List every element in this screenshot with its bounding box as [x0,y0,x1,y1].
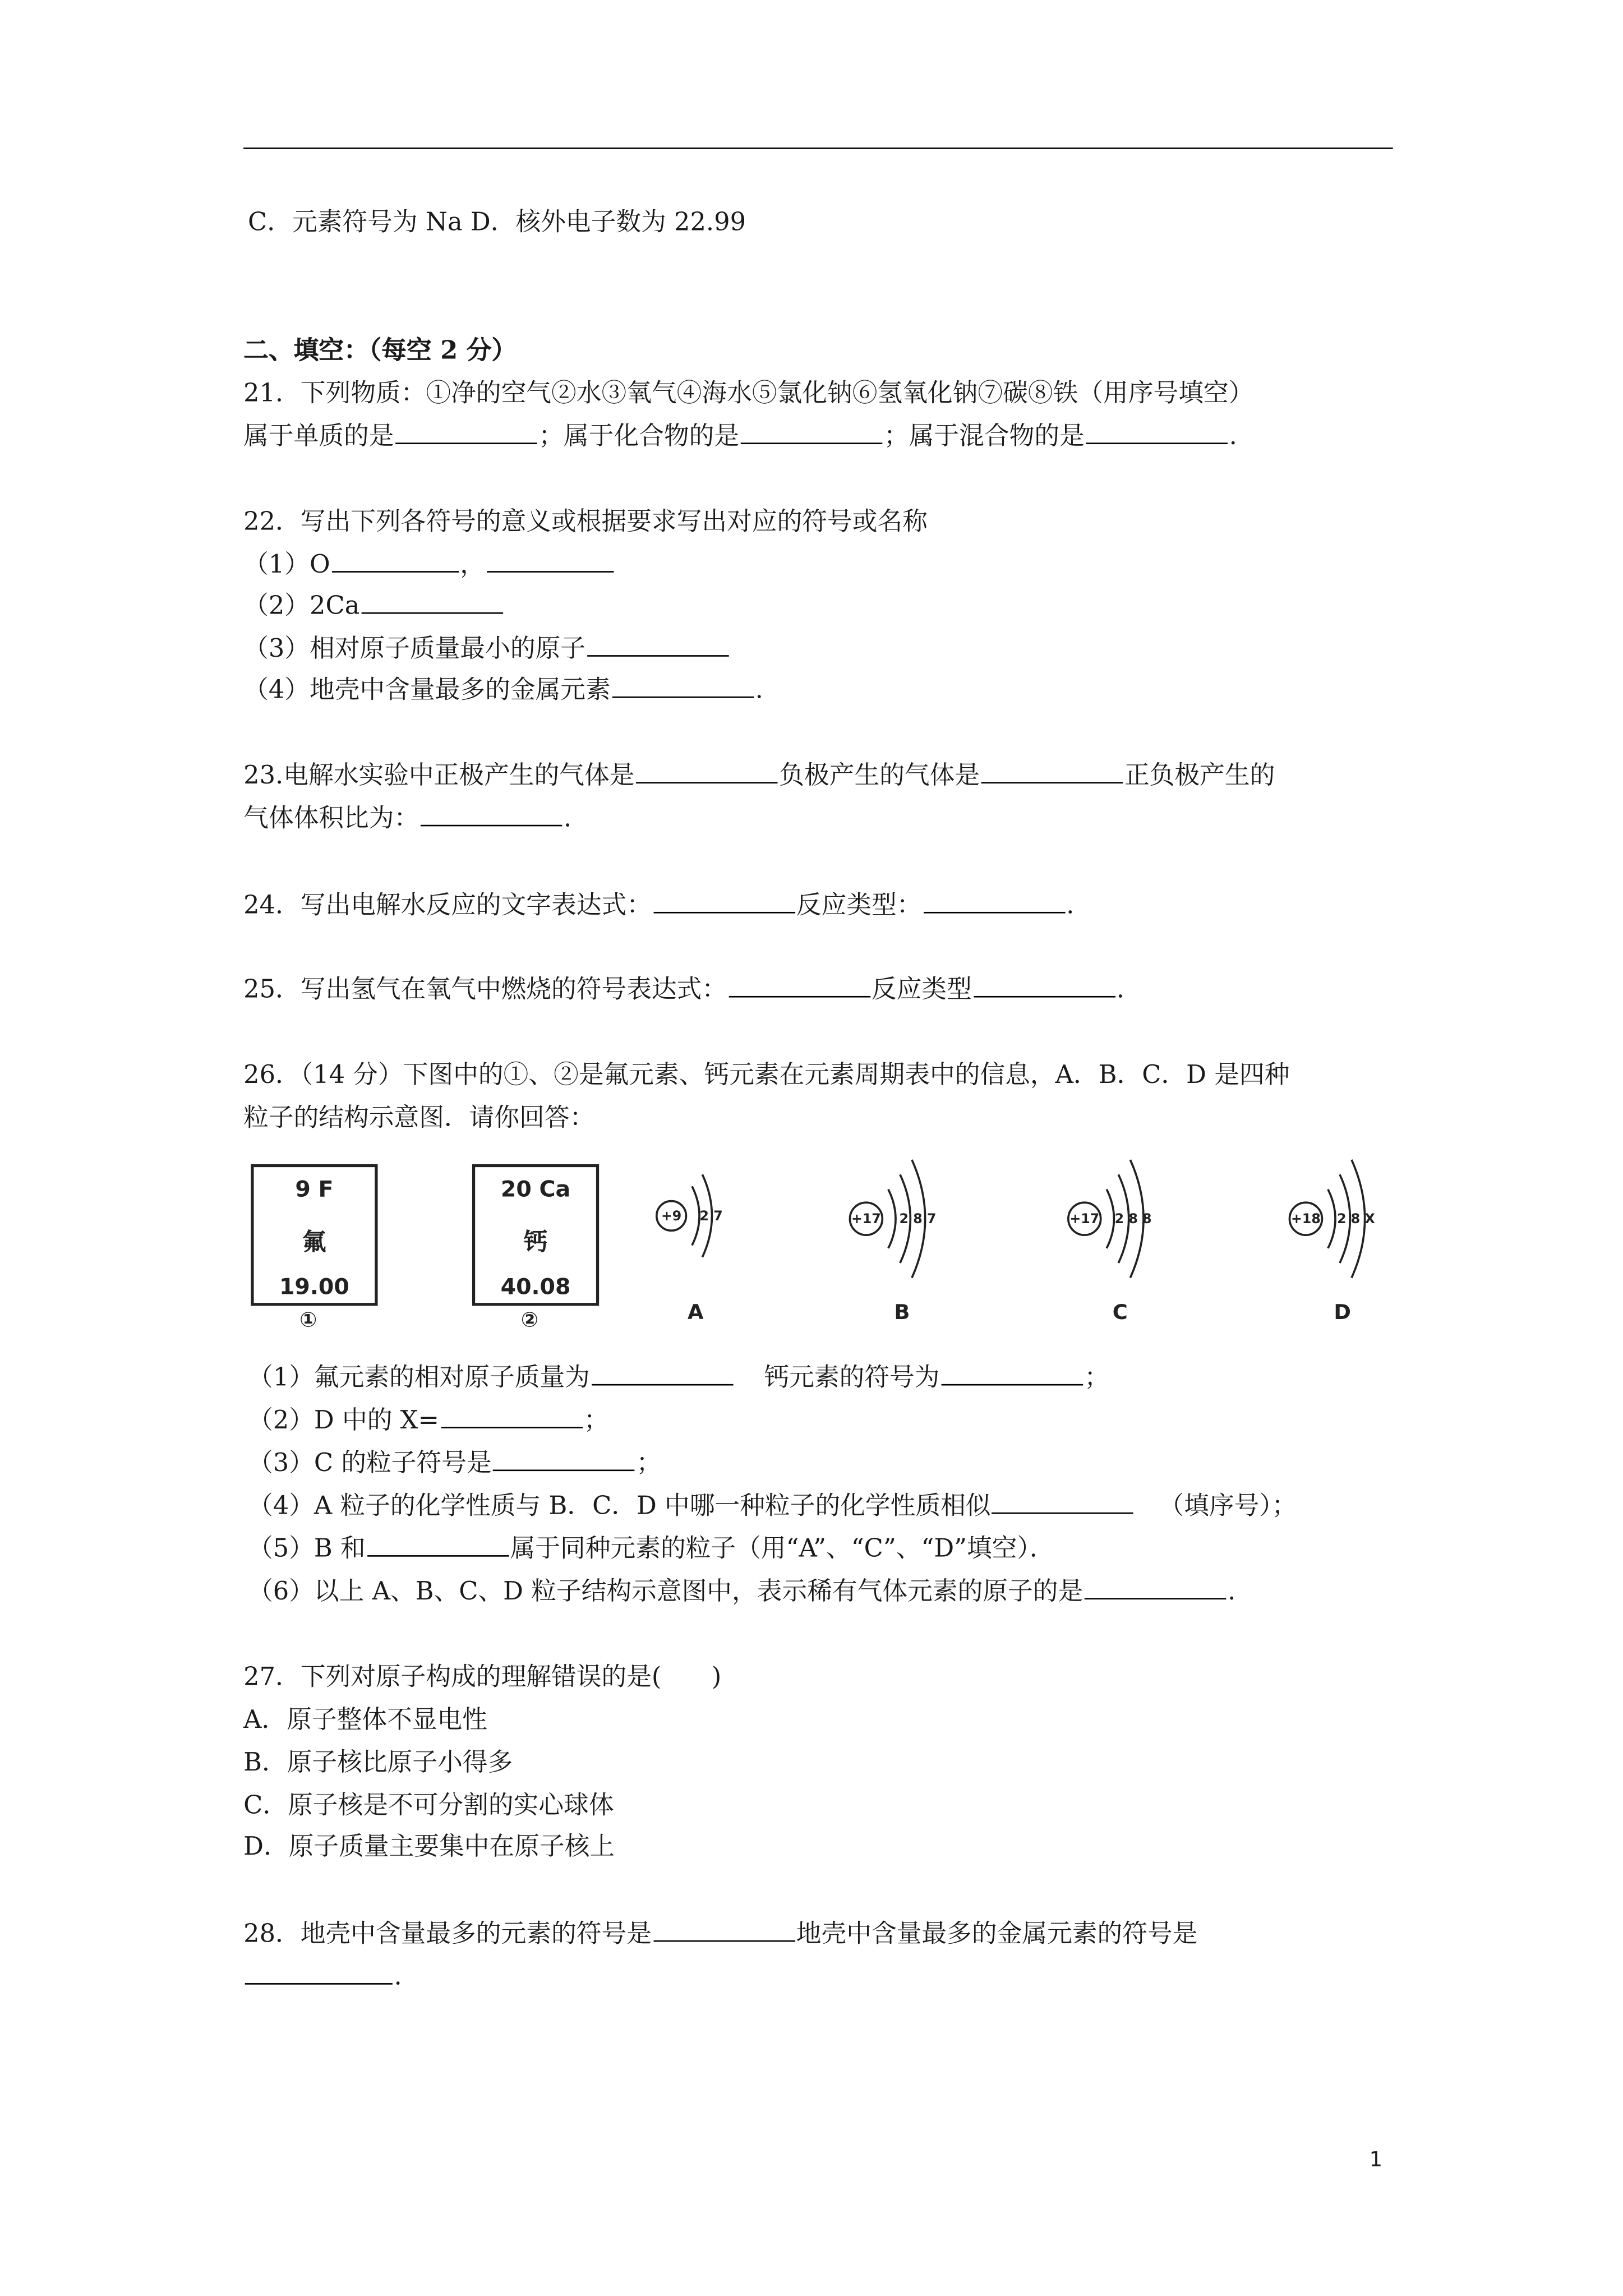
option-line-c-d: C．元素符号为 Na D．核外电子数为 22.99 [248,208,746,238]
svg-text:2 7: 2 7 [699,1207,723,1224]
svg-text:2 8 7: 2 8 7 [899,1211,937,1227]
q24-line: 24．写出电解水反应的文字表达式： 反应类型： . [243,891,1075,921]
section-title: 二、填空：（每空 2 分） [243,336,517,366]
q22-stem: 22．写出下列各符号的意义或根据要求写出对应的符号或名称 [243,508,928,537]
svg-text:+17: +17 [1069,1211,1100,1227]
fluorine-card-label: ① [299,1308,317,1333]
answer-blank[interactable] [981,781,1123,783]
answer-blank[interactable] [653,1939,795,1942]
q23-line1: 23.电解水实验中正极产生的气体是 负极产生的气体是 正负极产生的 [243,761,1275,791]
q21-stem: 21．下列物质：①净的空气②水③氧气④海水⑤氯化钠⑥氢氧化钠⑦碳⑧铁（用序号填空） [243,379,1254,409]
q22-part3: （3）相对原子质量最小的原子 [243,633,730,666]
answer-blank[interactable] [653,910,795,913]
atom-label-a: A [688,1301,704,1325]
q22-part1: （1）O ， [243,549,615,582]
atom-diagram-d [1284,1145,1431,1293]
q27-option-c: C．原子核是不可分割的实心球体 [243,1791,614,1821]
q28-line1: 28．地壳中含量最多的元素的符号是 地壳中含量最多的金属元素的符号是 [243,1919,1198,1949]
answer-blank[interactable] [992,1511,1134,1514]
answer-blank[interactable] [441,1426,583,1428]
atom-diagram-b [844,1145,992,1293]
svg-text:+18: +18 [1291,1211,1321,1227]
answer-blank[interactable] [1085,1597,1227,1599]
answer-blank[interactable] [331,570,458,573]
q28-line2: . [243,1961,402,1994]
q27-stem: 27．下列对原子构成的理解错误的是( ) [243,1663,722,1693]
svg-text:2 8 X: 2 8 X [1337,1211,1375,1227]
q26-part5: （5）B 和 属于同种元素的粒子（用“A”、“C”、“D”填空）． [248,1534,1055,1564]
answer-blank[interactable] [612,695,754,698]
answer-blank[interactable] [361,611,503,614]
calcium-card-label: ② [520,1308,538,1333]
page-number: 1 [1369,2148,1383,2172]
atom-label-b: B [894,1301,910,1325]
answer-blank[interactable] [636,781,778,783]
answer-blank[interactable] [493,1468,635,1471]
answer-blank[interactable] [1086,441,1228,444]
q26-stem-1: 26．（14 分）下图中的①、②是氟元素、钙元素在元素周期表中的信息，A．B．C．D 是四种 [243,1061,1290,1091]
q27-option-a: A．原子整体不显电性 [243,1705,487,1736]
answer-blank[interactable] [367,1553,509,1556]
answer-blank[interactable] [592,1382,734,1385]
q26-stem-2: 粒子的结构示意图．请你回答： [243,1103,595,1133]
q26-part3: （3）C 的粒子符号是 ； [248,1449,662,1479]
atom-diagram-a [652,1145,770,1293]
svg-text:2 8 8: 2 8 8 [1114,1211,1152,1227]
header-rule [243,147,1393,149]
q27-option-d: D．原子质量主要集中在原子核上 [243,1832,615,1862]
fluorine-element-card: 9 F 氟 19.00 [251,1164,377,1306]
answer-blank[interactable] [395,441,537,444]
q25-line: 25．写出氢气在氧气中燃烧的符号表达式： 反应类型 . [243,975,1124,1005]
q22-part4: （4）地壳中含量最多的金属元素 . [243,675,763,706]
answer-blank[interactable] [245,1981,393,1984]
atom-label-d: D [1334,1301,1352,1325]
atom-label-c: C [1112,1301,1128,1325]
calcium-element-card: 20 Ca 钙 40.08 [472,1164,599,1306]
svg-text:+17: +17 [851,1211,881,1227]
q26-part4: （4）A 粒子的化学性质与 B．C．D 中哪一种粒子的化学性质相似 （填序号）； [248,1491,1297,1522]
atom-diagram-c [1062,1145,1210,1293]
answer-blank[interactable] [974,994,1115,997]
svg-text:+9: +9 [661,1207,682,1224]
answer-blank[interactable] [487,570,614,573]
q23-line2: 气体体积比为： . [243,804,572,834]
answer-blank[interactable] [923,910,1065,913]
q21-blanks: 属于单质的是 ；属于化合物的是 ；属于混合物的是 . [243,422,1237,452]
q27-option-b: B．原子核比原子小得多 [243,1748,513,1778]
answer-blank[interactable] [728,994,870,997]
q26-part2: （2）D 中的 X= ； [248,1406,609,1436]
q22-part2: （2）2Ca [243,590,504,623]
q26-part1: （1）氟元素的相对原子质量为 钙元素的符号为 ； [248,1363,1110,1393]
answer-blank[interactable] [741,441,883,444]
answer-blank[interactable] [587,654,729,657]
answer-blank[interactable] [421,823,562,826]
q26-part6: （6）以上 A、B、C、D 粒子结构示意图中，表示稀有气体元素的原子的是 . [248,1577,1236,1607]
answer-blank[interactable] [941,1382,1083,1385]
